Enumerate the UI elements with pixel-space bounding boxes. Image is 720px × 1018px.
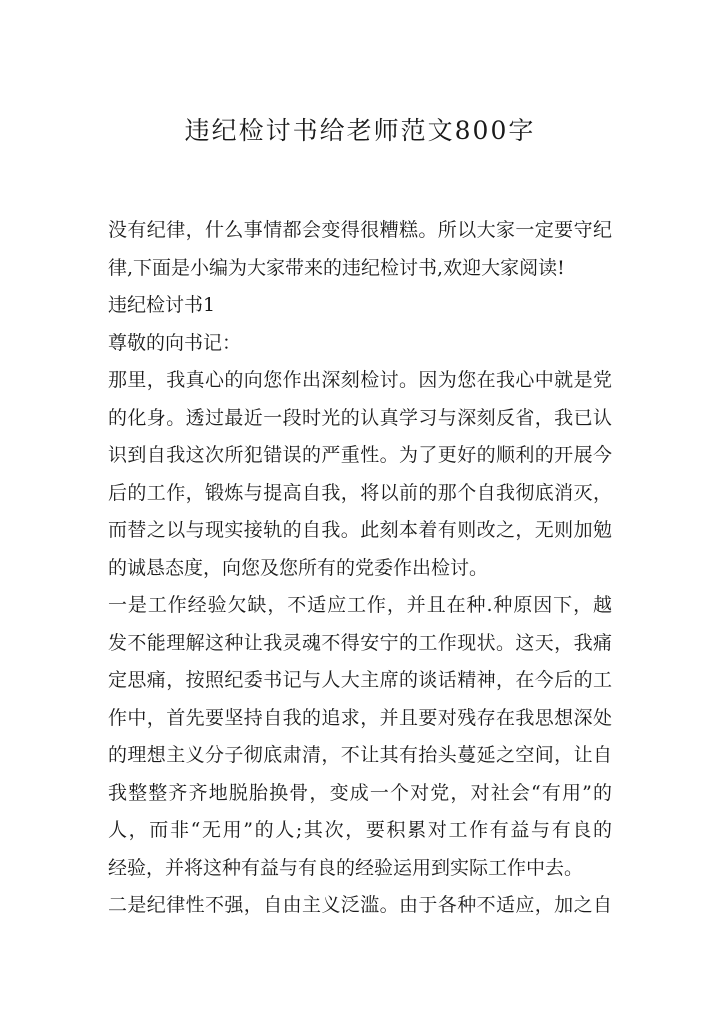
document-title: 违纪检讨书给老师范文800字 (184, 116, 536, 145)
paragraph-line: 的理想主义分子彻底肃清，不让其有抬头蔓延之空间，让自 (108, 744, 612, 766)
paragraph-line: 那里，我真心的向您作出深刻检讨。因为您在我心中就是党 (108, 369, 612, 391)
paragraph-line: 没有纪律，什么事情都会变得很糟糕。所以大家一定要守纪 (108, 219, 612, 241)
paragraph-line: 而替之以与现实接轨的自我。此刻本着有则改之，无则加勉 (108, 519, 612, 541)
paragraph-line: 人，而非“无用”的人;其次，要积累对工作有益与有良的 (108, 819, 612, 841)
paragraph-line: 经验，并将这种有益与有良的经验运用到实际工作中去。 (108, 856, 584, 879)
paragraph-line: 作中，首先要坚持自我的追求，并且要对残存在我思想深处 (108, 706, 612, 729)
paragraph-line: 后的工作，锻炼与提高自我，将以前的那个自我彻底消灭， (108, 481, 612, 504)
paragraph-line: 我整整齐齐地脱胎换骨，变成一个对党，对社会“有用”的 (108, 781, 612, 804)
paragraph-line: 的诚恳态度，向您及您所有的党委作出检讨。 (108, 556, 489, 579)
paragraph-line: 一是工作经验欠缺，不适应工作，并且在种.种原因下，越 (108, 594, 612, 616)
paragraph-line: 的化身。透过最近一段时光的认真学习与深刻反省，我已认 (108, 406, 612, 429)
paragraph-line: 违纪检讨书1 (108, 294, 216, 316)
paragraph-line: 识到自我这次所犯错误的严重性。为了更好的顺利的开展今 (108, 444, 612, 466)
paragraph-line: 二是纪律性不强，自由主义泛滥。由于各种不适应，加之自 (108, 894, 612, 916)
paragraph-line: 发不能理解这种让我灵魂不得安宁的工作现状。这天，我痛 (108, 631, 612, 654)
paragraph-line: 律,下面是小编为大家带来的违纪检讨书,欢迎大家阅读! (108, 256, 565, 279)
paragraph-line: 定思痛，按照纪委书记与人大主席的谈话精神，在今后的工 (108, 669, 612, 691)
document-body (108, 212, 612, 925)
paragraph-line: 尊敬的向书记： (108, 331, 242, 354)
